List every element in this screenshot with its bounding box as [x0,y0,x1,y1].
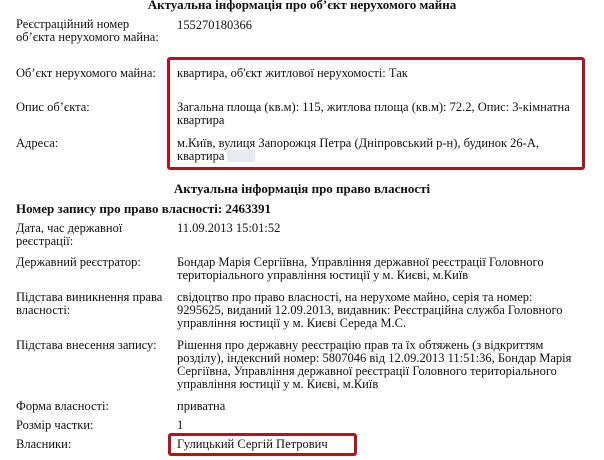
form-label: Форма власності: [16,399,109,413]
reg-number-label: Реєстраційний номер об’єкта нерухомого майна: [16,17,159,44]
owner-highlight-box [168,433,357,456]
basis-label: Підстава виникнення права власності: [16,290,163,317]
address-label: Адреса: [16,136,59,150]
object-highlight-box [167,57,585,170]
record-number-title: Номер запису про право власності: 2463391 [16,201,271,216]
description-label: Опис об’єкта: [16,100,90,114]
entry-basis-label: Підстава внесення запису: [16,338,157,352]
date-value: 11.09.2013 15:01:52 [177,221,281,235]
description-value: Загальна площа (кв.м): 115, житлова площа (кв.м): 72.2, Опис: 3-кімнатна квартира [177,100,570,127]
date-label: Дата, час державної реєстрації: [16,221,123,248]
address-text: м.Київ, вулиця Запорожця Петра (Дніпровський р-н), будинок 26-А, квартира [177,136,539,163]
form-value: приватна [177,399,226,413]
owners-value: Гулицький Сергій Петрович [177,437,328,451]
object-section-title: Актуальна інформація про об’єкт нерухомого майна [147,0,457,12]
object-label: Об’єкт нерухомого майна: [16,66,156,80]
share-value: 1 [177,418,184,432]
ownership-section-title: Актуальна інформація про право власності [173,181,431,196]
object-value: квартира, об'єкт житлової нерухомості: Так [177,66,408,80]
entry-basis-value: Рішення про державну реєстрацію прав та їх обтяжень (з відкриттям розділу), індексний номер: 5807046 від 12.09.2013 11:51:36, Бондар Марія Сергіївна, Управління державної реєстрації Головного територіального управління юстиції у м. Києві, м.Київ [177,338,572,391]
reg-number-value: 155270180366 [177,18,252,32]
basis-value: свідоцтво про право власності, на нерухоме майно, серія та номер: 9295625, виданий 12.09.2013, видавник: Реєстраційна служба Головного управління юстиції у м. Києві Середа М.С. [177,290,563,330]
owners-label: Власники: [16,437,72,451]
registrar-label: Державний реєстратор: [16,255,141,269]
registrar-value: Бондар Марія Сергіївна, Управління державної реєстрації Головного територіального управління юстиції у м. Києві, м.Київ [177,255,544,282]
share-label: Розмір частки: [16,418,94,432]
